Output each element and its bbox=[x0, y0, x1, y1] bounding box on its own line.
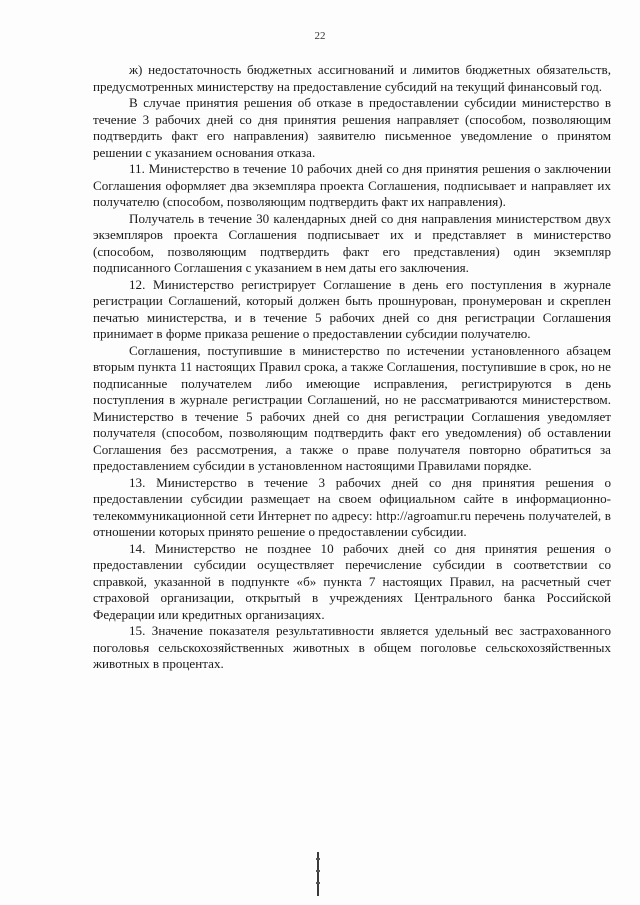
document-body bbox=[93, 62, 611, 673]
paragraph-clause-11: 11. Министерство в течение 10 рабочих дней со дня принятия решения о заключении Соглашения оформляет два экземпляра проекта Соглашения, подписывает и направляет их получателю (способом, позволяющим подтвердить факт их направления). bbox=[93, 161, 611, 209]
binding-stitch-mark bbox=[315, 852, 321, 896]
paragraph-clause-13: 13. Министерство в течение 3 рабочих дней со дня принятия решения о предоставлении субсидии размещает на своем официальном сайте в информационно-телекоммуникационной сети Интернет по адресу: http://agroamur.ru перечень получателей, в отношении которых принято решение о предоставлении субсидии. bbox=[93, 474, 611, 539]
paragraph-clause-14: 14. Министерство не позднее 10 рабочих дней со дня принятия решения о предоставлении субсидии осуществляет перечисление субсидии в соответствии со справкой, указанной в подпункте «б» пункта 7 настоящих Правил, на расчетный счет страховой организации, открытый в учреждениях Центрального банка Российской Федерации или кредитных организациях. bbox=[93, 540, 611, 622]
paragraph-late-agreements: Соглашения, поступившие в министерство по истечении установленного абзацем вторым пункта 11 настоящих Правил срока, а также Соглашения, поступившие в срок, но не подписанные получателем либо имеющие исправления, регистрируются в день поступления в журнале регистрации Соглашений, но не рассматриваются министерством. Министерство в течение 5 рабочих дней со дня регистрации Соглашения уведомляет получателя (способом, позволяющим подтвердить факт его уведомления) об оставлении Соглашения без рассмотрения, а также о праве получателя повторно обратиться за предоставлением субсидии в установленном настоящими Правилами порядке. bbox=[93, 342, 611, 473]
paragraph-clause-15: 15. Значение показателя результативности является удельный вес застрахованного поголовья сельскохозяйственных животных в общем поголовье сельскохозяйственных животных в процентах. bbox=[93, 623, 611, 671]
paragraph-refusal-notice: В случае принятия решения об отказе в предоставлении субсидии министерство в течение 3 рабочих дней со дня принятия решения направляет (способом, позволяющим подтвердить факт его направления) заявителю письменное уведомление о принятом решении с указанием основания отказа. bbox=[93, 95, 611, 160]
paragraph-subclause-zh: ж) недостаточность бюджетных ассигнований и лимитов бюджетных обязательств, предусмотренных министерству на предоставление субсидий на текущий финансовый год. bbox=[93, 62, 611, 94]
paragraph-clause-12: 12. Министерство регистрирует Соглашение в день его поступления в журнале регистрации Соглашений, который должен быть прошнурован, пронумерован и скреплен печатью министерства, и в течение 5 рабочих дней со дня регистрации Соглашения принимает в форме приказа решение о предоставлении субсидии получателю. bbox=[93, 276, 611, 341]
page-number: 22 bbox=[314, 30, 326, 42]
paragraph-recipient-signing: Получатель в течение 30 календарных дней со дня направления министерством двух экземпляров проекта Соглашения подписывает их и представляет в министерство (способом, позволяющим подтвердить факт его представления) один экземпляр подписанного Соглашения с указанием в нем даты его заключения. bbox=[93, 210, 611, 275]
